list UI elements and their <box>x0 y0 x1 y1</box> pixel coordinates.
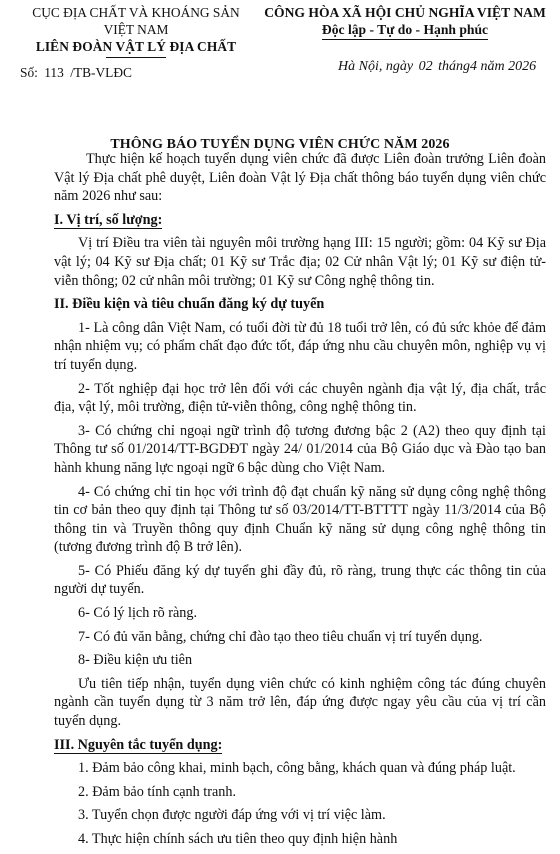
issue-date <box>338 58 536 77</box>
criteria-item-1: 1- Là công dân Việt Nam, có tuổi đời từ đủ 18 tuổi trở lên, có đủ sức khỏe để đảm nhận nhiệm vụ; có phẩm chất đạo đức tốt, đáp ứng nhu cầu chuyên môn, nghiệp vụ vị trí tuyển dụng. <box>54 319 546 373</box>
criteria-item-6: 6- Có lý lịch rõ ràng. <box>78 605 197 622</box>
criteria-item-5: 5- Có Phiếu đăng ký dự tuyển ghi đầy đủ, rõ ràng, trung thực các thông tin của người dự tuyển. <box>54 562 546 598</box>
criteria-item-8: 8- Điều kiện ưu tiên <box>78 652 193 669</box>
criteria-item-7: 7- Có đủ văn bằng, chứng chỉ đào tạo theo tiêu chuẩn vị trí tuyển dụng. <box>78 628 483 645</box>
issuing-agency-block <box>18 4 254 80</box>
criteria-item-3: 3- Có chứng chỉ ngoại ngữ trình độ tương đương bậc 2 (A2) theo quy định tại Thông tư số 01/2014/TT-BGDĐT ngày 24/ 01/2014 của Bộ Giáo dục và Đào tạo ban hành khung năng lực ngoại ngữ 6 bậc dùng cho Việt Nam. <box>54 422 546 476</box>
issue-date-month: tháng4 <box>438 59 477 74</box>
document-body <box>54 150 546 854</box>
republic-name: CÔNG HÒA XÃ HỘI CHỦ NGHĨA VIỆT NAM <box>264 5 546 20</box>
section-1-heading: I. Vị trí, số lượng: <box>54 211 163 228</box>
national-heading-block <box>262 4 548 40</box>
document-number-prefix: Số: <box>20 65 38 80</box>
parent-agency-name: CỤC ĐỊA CHẤT VÀ KHOÁNG SẢN <box>32 5 240 20</box>
priority-condition-text: Ưu tiên tiếp nhận, tuyển dụng viên chức có kinh nghiệm công tác đúng chuyên ngành cần tuyển dụng từ 3 năm trở lên, đáp ứng được ngay yêu cầu của vị trí cần tuyển dụng. <box>54 675 546 730</box>
principle-item-3: 3. Tuyển chọn được người đáp ứng với vị trí việc làm. <box>78 807 386 824</box>
document-number <box>20 64 132 81</box>
document-title: THÔNG BÁO TUYỂN DỤNG VIÊN CHỨC NĂM 2026 <box>110 137 450 152</box>
issuing-unit-name: LIÊN ĐOÀN VẬT LÝ ĐỊA CHẤT <box>35 39 237 54</box>
document-number-value: 113 <box>44 65 64 80</box>
principle-item-1: 1. Đảm bảo công khai, minh bạch, công bằng, khách quan và đúng pháp luật. <box>78 760 516 777</box>
issue-date-place: Hà Nội, ngày <box>338 59 414 74</box>
criteria-item-4: 4- Có chứng chỉ tin học với trình độ đạt chuẩn kỹ năng sử dụng công nghệ thông tin cơ bản theo quy định tại Thông tư số 03/2014/TT-BTTTT ngày 11/3/2014 của Bộ thông tin và Truyền thông quy định Chuẩn kỹ năng sử dụng công nghệ thông tin (tương đương trình độ B trở lên). <box>54 483 546 556</box>
document-number-suffix: /TB-VLĐC <box>70 65 132 80</box>
criteria-item-2: 2- Tốt nghiệp đại học trở lên đối với các chuyên ngành địa vật lý, địa chất, trắc địa, vật lý, môi trường, điện tử-viễn thông, công nghệ thông tin. <box>54 380 546 416</box>
principle-item-2: 2. Đảm bảo tính cạnh tranh. <box>78 783 236 800</box>
national-motto: Độc lập - Tự do - Hạnh phúc <box>322 21 488 40</box>
issue-date-day: 02 <box>418 59 433 74</box>
agency-underline <box>106 57 166 58</box>
principle-item-4: 4. Thực hiện chính sách ưu tiên theo quy định hiện hành <box>78 831 398 847</box>
section-3-heading: III. Nguyên tắc tuyển dụng: <box>54 736 223 753</box>
parent-agency-name-line2: VIỆT NAM <box>103 22 169 37</box>
section-2-heading: II. Điều kiện và tiêu chuẩn đăng ký dự tuyển <box>54 296 325 313</box>
section-1-text: Vị trí Điều tra viên tài nguyên môi trường hạng III: 15 người; gồm: 04 Kỹ sư Địa vật lý; 04 Kỹ sư Địa chất; 01 Kỹ sư Trắc địa; 02 Cử nhân Vật lý; 01 Kỹ sư điện tử-viễn thông; 02 cử nhân môi trường; 01 Kỹ sư Công nghệ thông tin. <box>54 235 546 289</box>
intro-paragraph: Thực hiện kế hoạch tuyển dụng viên chức đã được Liên đoàn trưởng Liên đoàn Vật lý Địa chất phê duyệt, Liên đoàn Vật lý Địa chất thông báo tuyển dụng viên chức năm 2026 như sau: <box>54 151 546 205</box>
issue-date-year: năm 2026 <box>480 59 537 74</box>
